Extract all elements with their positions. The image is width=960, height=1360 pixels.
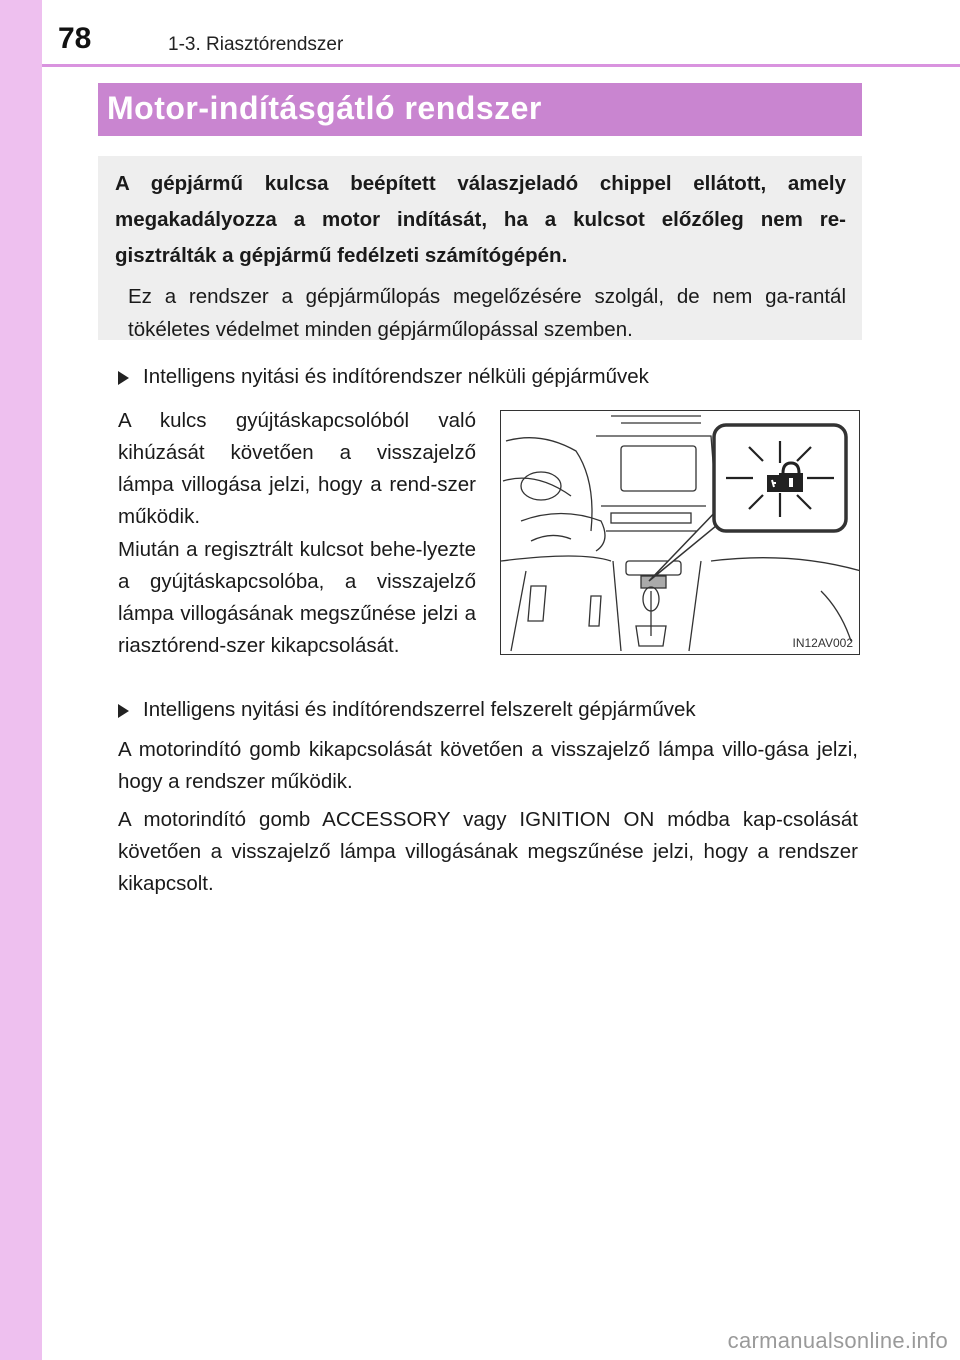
intro-normal-text: Ez a rendszer a gépjárműlopás megelőzésére szolgál, de nem ga-rantál tökéletes védelmet minden gépjárműlopással szemben. [128,285,846,341]
title-bar [98,83,862,136]
bullet-triangle-icon [118,704,129,718]
watermark: carmanualsonline.info [727,1328,948,1353]
intro-box [98,156,862,340]
page-number: 78 [58,22,92,55]
section1-paragraph-1: A kulcs gyújtáskapcsolóból való kihúzását követően a visszajelző lámpa villogása jelzi, hogy a rend-szer működik. [118,409,476,528]
section1-heading-text: Intelligens nyitási és indítórendszer nélküli gépjárművek [143,365,649,388]
intro-bold-text: A gépjármű kulcsa beépített válaszjeladó chippel ellátott, amely megakadályozza a motor indítását, ha a kulcsot előzőleg nem re-gisztrálták a gépjármű fedélzeti számítógépén. [115,172,846,267]
side-tab [0,0,42,1360]
section-label: 1-3. Riasztórendszer [168,34,344,55]
section1-heading [118,365,649,389]
section2-paragraph-1: A motorindító gomb kikapcsolását követően a visszajelző lámpa villo-gása jelzi, hogy a rendszer működik. [118,738,858,793]
dashboard-drawing [501,411,860,655]
immobilizer-illustration [500,410,860,655]
section2-heading-text: Intelligens nyitási és indítórendszerrel felszerelt gépjárművek [143,698,696,721]
header-rule [42,64,960,67]
section1-paragraph-2: Miután a regisztrált kulcsot behe-lyezte a gyújtáskapcsolóba, a visszajelző lámpa villogásának megszűnése jelzi a riasztórend-szer kikapcsolását. [118,538,476,657]
page-title: Motor-indításgátló rendszer [107,90,542,126]
section2-paragraph-2: A motorindító gomb ACCESSORY vagy IGNITION ON módba kap-csolását követően a visszajelző lámpa villogásának megszűnése jelzi, hogy a rendszer kikapcsolt. [118,808,858,895]
section2-heading [118,698,696,722]
figure-code: IN12AV002 [792,636,853,650]
bullet-triangle-icon [118,371,129,385]
